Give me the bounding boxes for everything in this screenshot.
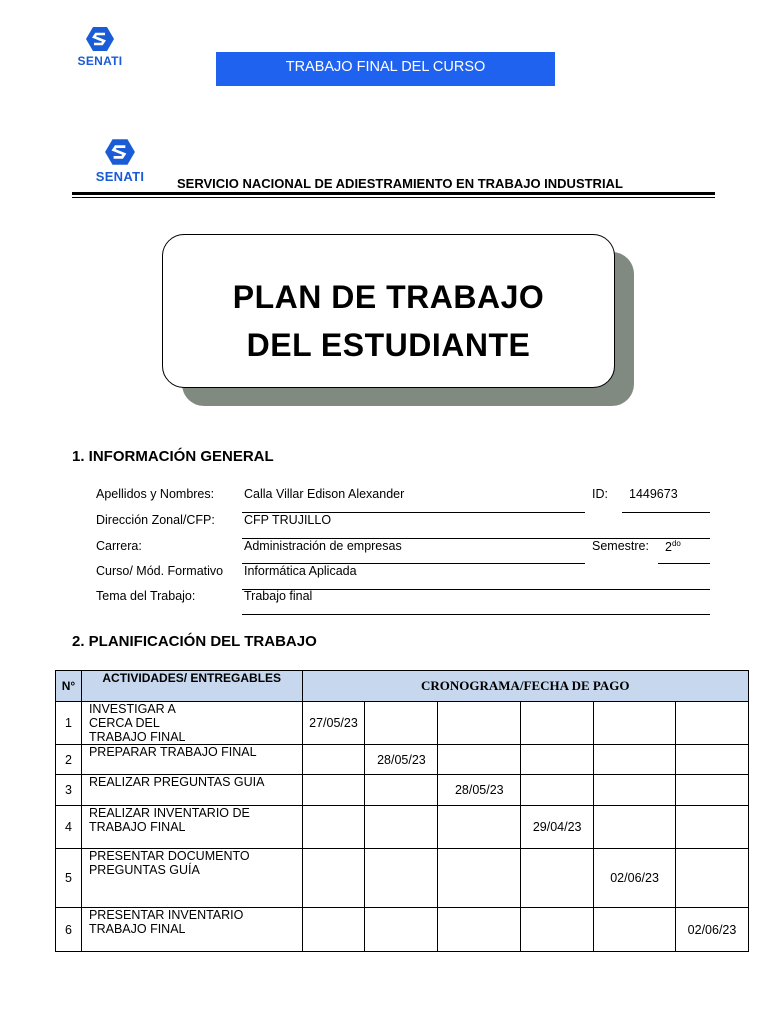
field-value-tema: Trabajo final (244, 589, 313, 603)
schedule-cell (676, 806, 749, 849)
schedule-cell (302, 806, 365, 849)
schedule-cell (676, 745, 749, 775)
field-value-carrera: Administración de empresas (244, 539, 402, 553)
title-line-1: PLAN DE TRABAJO (232, 279, 545, 315)
schedule-cell (594, 806, 676, 849)
activity-line: CERCA DEL (88, 716, 160, 730)
field-label-tema: Tema del Trabajo: (96, 589, 196, 603)
header-banner: TRABAJO FINAL DEL CURSO (216, 52, 555, 86)
schedule-cell: 02/06/23 (676, 908, 749, 952)
field-label-semestre: Semestre: (592, 539, 649, 553)
schedule-cell (365, 806, 438, 849)
schedule-cell (302, 745, 365, 775)
schedule-cell (365, 849, 438, 908)
activity-line: INVESTIGAR A (88, 702, 176, 716)
schedule-cell (302, 908, 365, 952)
schedule-cell (438, 702, 521, 745)
senati-logo-top (74, 26, 126, 68)
header-schedule: CRONOGRAMA/FECHA DE PAGO (302, 671, 749, 702)
activity-line: PRESENTAR INVENTARIO (88, 908, 244, 922)
field-value-name: Calla Villar Edison Alexander (244, 487, 405, 501)
semestre-number: 2 (665, 540, 672, 555)
section-heading-planning: 2. PLANIFICACIÓN DEL TRABAJO (72, 633, 317, 650)
schedule-cell (594, 745, 676, 775)
schedule-cell (365, 775, 438, 806)
semestre-suffix: do (671, 539, 681, 548)
schedule-cell: 02/06/23 (594, 849, 676, 908)
table-row (56, 745, 749, 775)
header-number: N° (56, 671, 82, 702)
schedule-cell (438, 849, 521, 908)
row-activity (81, 806, 302, 849)
row-activity (81, 775, 302, 806)
schedule-cell (365, 702, 438, 745)
activity-line: PREGUNTAS GUÍA (88, 863, 200, 877)
field-label-direccion: Dirección Zonal/CFP: (96, 513, 215, 527)
schedule-cell: 28/05/23 (365, 745, 438, 775)
activity-line: REALIZAR PREGUNTAS GUIA (88, 775, 265, 789)
row-number: 3 (56, 775, 82, 806)
schedule-cell (521, 908, 594, 952)
schedule-cell (594, 775, 676, 806)
schedule-cell (676, 775, 749, 806)
table-row (56, 908, 749, 952)
schedule-cell (438, 806, 521, 849)
field-label-id: ID: (592, 487, 608, 501)
header-divider (72, 192, 715, 195)
schedule-cell (521, 849, 594, 908)
title-line-2: DEL ESTUDIANTE (246, 327, 531, 363)
schedule-cell: 29/04/23 (521, 806, 594, 849)
row-number: 1 (56, 702, 82, 745)
activity-line: REALIZAR INVENTARIO DE (88, 806, 250, 820)
section-heading-general-info: 1. INFORMACIÓN GENERAL (72, 448, 274, 465)
row-activity (81, 702, 302, 745)
row-activity (81, 908, 302, 952)
row-number: 2 (56, 745, 82, 775)
row-activity (81, 745, 302, 775)
table-row (56, 775, 749, 806)
row-number: 5 (56, 849, 82, 908)
logo-text: SENATI (95, 169, 145, 184)
field-value-direccion: CFP TRUJILLO (244, 513, 332, 527)
row-number: 6 (56, 908, 82, 952)
schedule-cell (302, 775, 365, 806)
row-number: 4 (56, 806, 82, 849)
field-value-curso: Informática Aplicada (244, 564, 357, 578)
activity-line: TRABAJO FINAL (88, 922, 186, 936)
logo-text: SENATI (77, 54, 123, 68)
field-value-semestre (665, 539, 681, 554)
field-underline (658, 563, 710, 564)
activity-line: PREPARAR TRABAJO FINAL (88, 745, 257, 759)
field-underline (622, 512, 710, 513)
table-row (56, 702, 749, 745)
field-label-carrera: Carrera: (96, 539, 142, 553)
table-row (56, 806, 749, 849)
field-value-id: 1449673 (629, 487, 678, 501)
senati-logo-mid (92, 138, 148, 184)
table-body (56, 702, 749, 952)
schedule-cell (521, 702, 594, 745)
schedule-cell (521, 745, 594, 775)
table-row (56, 849, 749, 908)
senati-logo-icon (104, 138, 136, 166)
activity-line: PRESENTAR DOCUMENTO (88, 849, 250, 863)
schedule-cell (365, 908, 438, 952)
senati-logo-icon (85, 26, 115, 52)
activity-line: TRABAJO FINAL (88, 820, 186, 834)
schedule-cell (438, 908, 521, 952)
schedule-cell: 27/05/23 (302, 702, 365, 745)
activity-line: TRABAJO FINAL (88, 730, 186, 744)
schedule-cell (302, 849, 365, 908)
schedule-cell (676, 702, 749, 745)
schedule-cell (594, 908, 676, 952)
schedule-cell (676, 849, 749, 908)
schedule-cell (594, 702, 676, 745)
header-divider-thin (72, 197, 715, 198)
header-activities: ACTIVIDADES/ ENTREGABLES (81, 671, 302, 702)
planning-table (55, 670, 749, 952)
schedule-cell (521, 775, 594, 806)
row-activity (81, 849, 302, 908)
title-box (162, 234, 615, 388)
field-label-name: Apellidos y Nombres: (96, 487, 215, 501)
field-label-curso: Curso/ Mód. Formativo (96, 564, 224, 578)
table-header-row (56, 671, 749, 702)
institution-name: SERVICIO NACIONAL DE ADIESTRAMIENTO EN TRABAJO INDUSTRIAL (177, 176, 623, 191)
schedule-cell: 28/05/23 (438, 775, 521, 806)
field-underline (242, 614, 710, 615)
schedule-cell (438, 745, 521, 775)
